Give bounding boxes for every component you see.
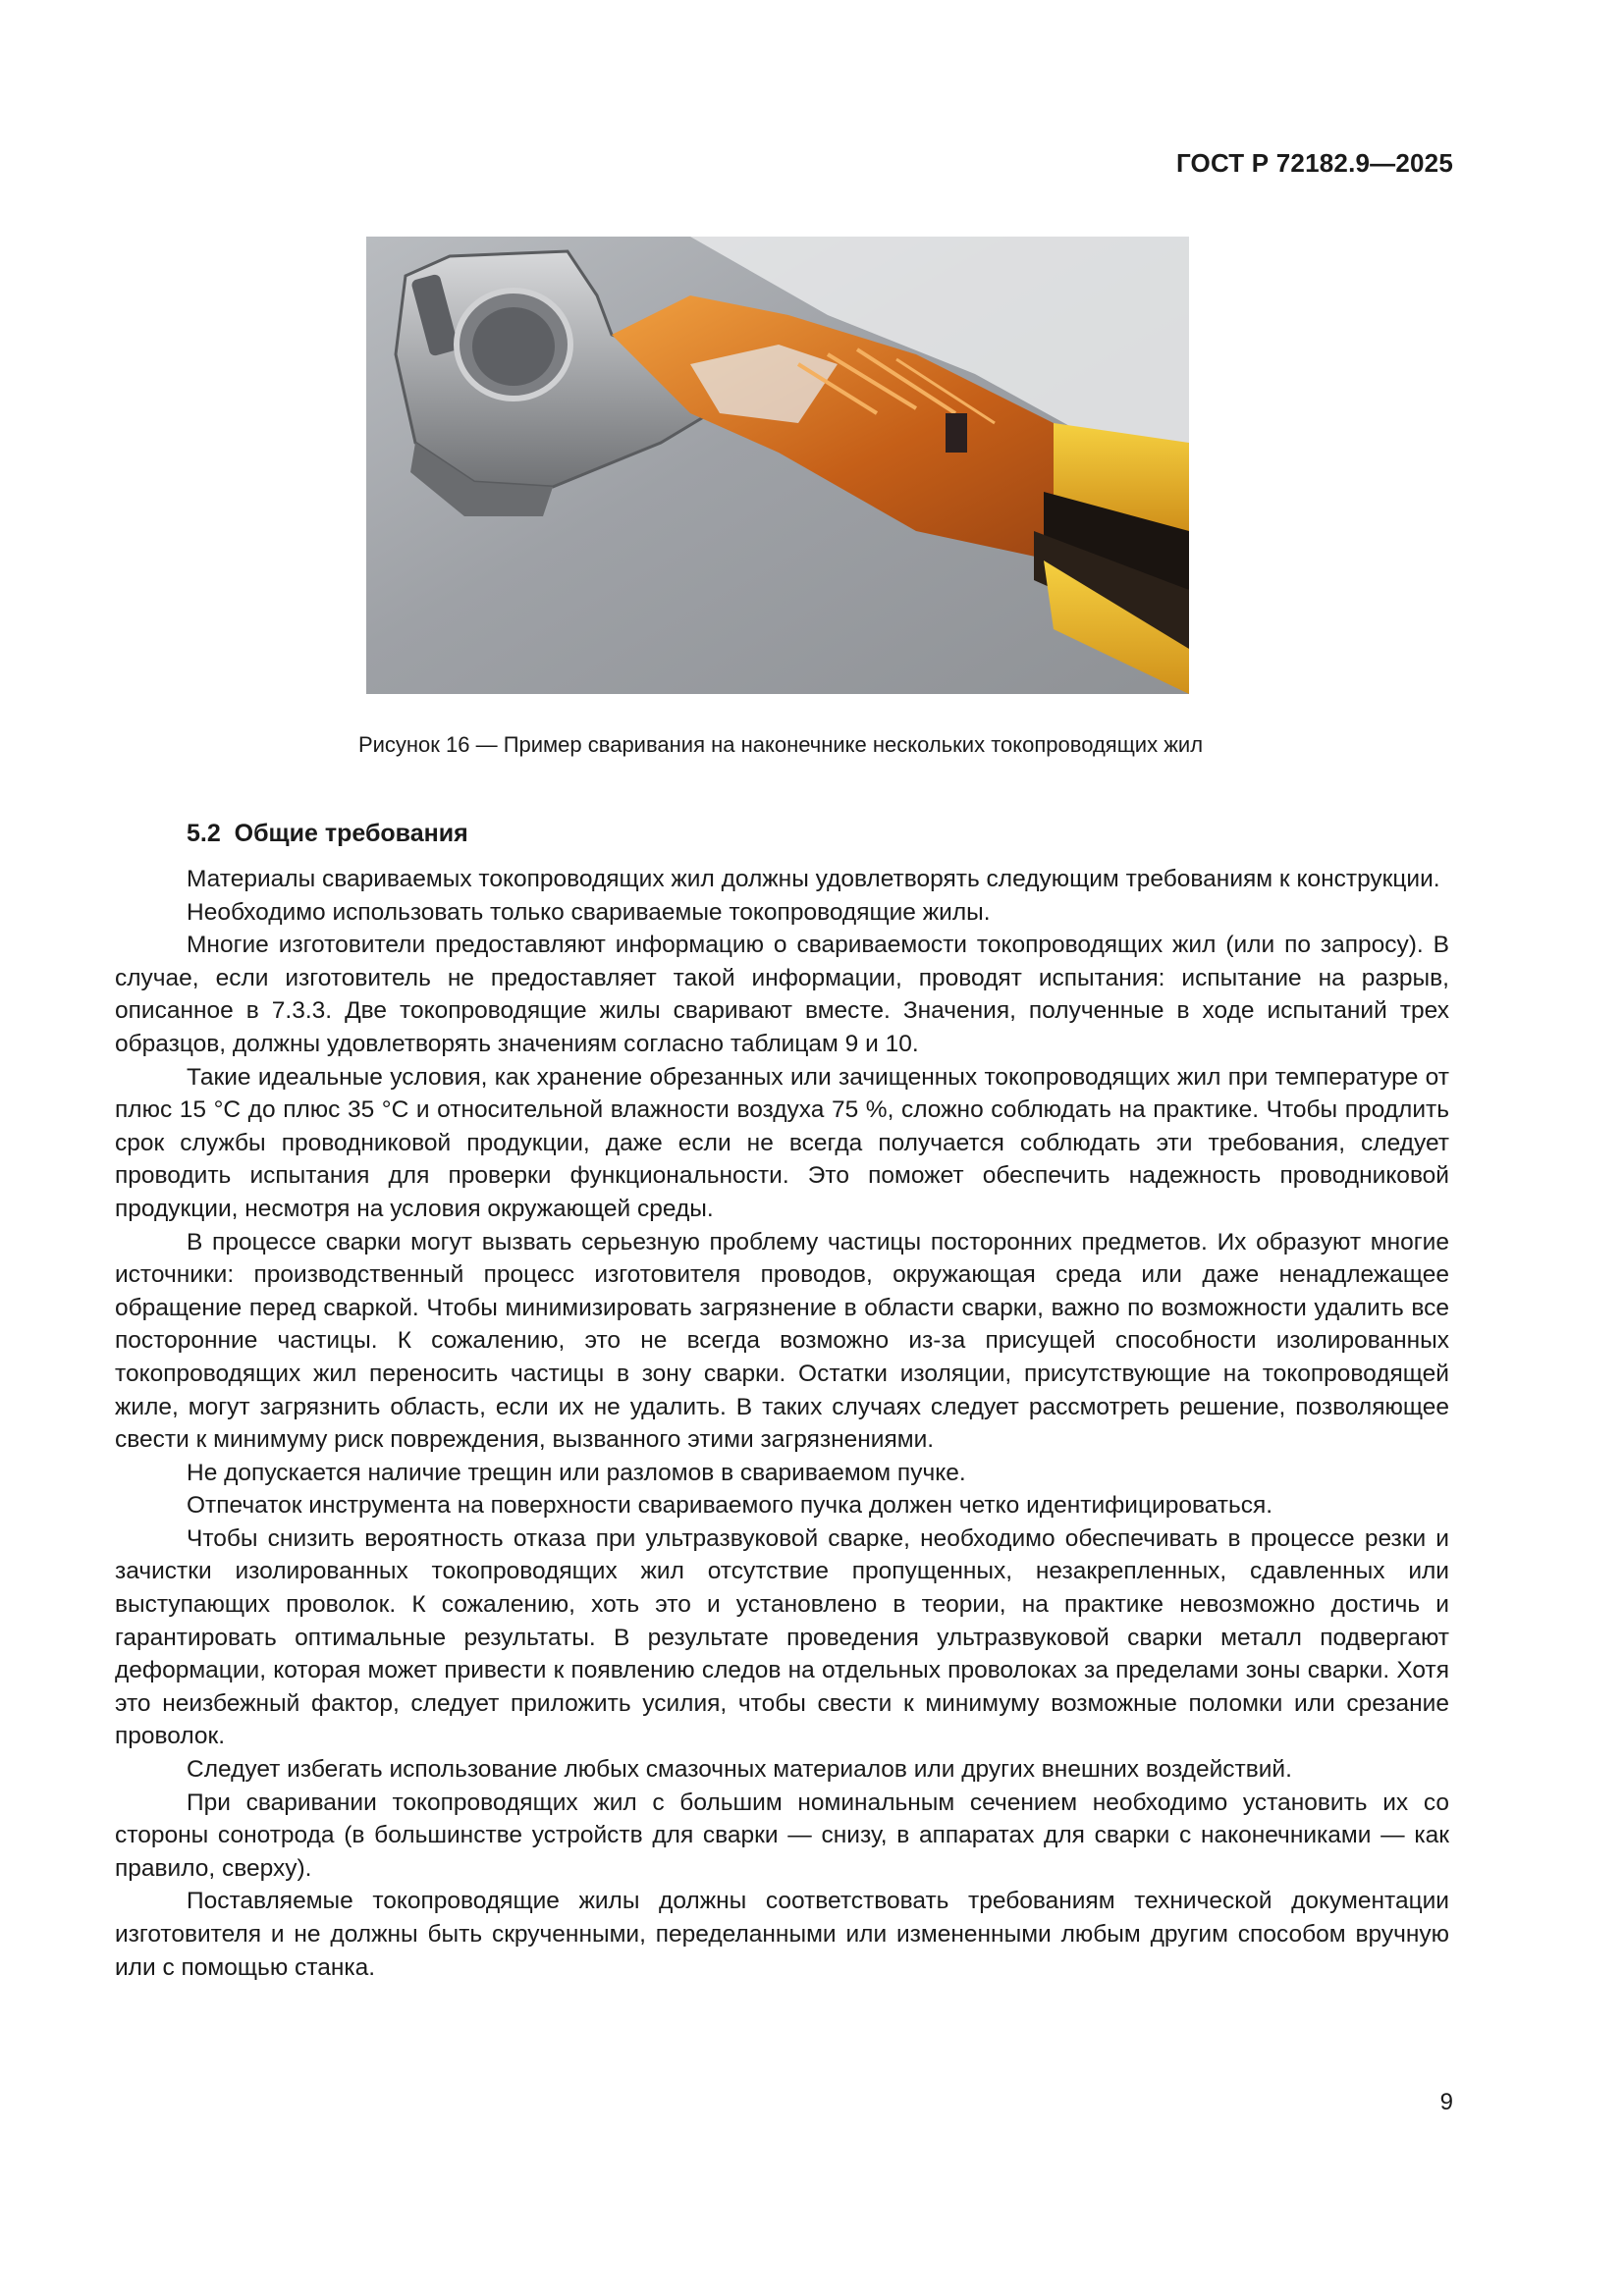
figure-photo	[366, 237, 1189, 694]
paragraph: Многие изготовители предоставляют информацию о свариваемости токопроводящих жил (или по запросу). В случае, если изготовитель не предоставляет такой информации, проводят испытания: испытание на разрыв, описанное в 7.3.3. Две токопроводящие жилы сваривают вместе. Значения, полученные в ходе испытаний трех образцов, должны удовлетворять значениям согласно таблицам 9 и 10.	[115, 932, 1449, 1057]
page-number: 9	[1439, 2089, 1453, 2115]
paragraph: Поставляемые токопроводящие жилы должны соответствовать требованиям технической документации изготовителя и не должны быть скрученными, переделанными или измененными любым другим способом вручную или с помощью станка.	[115, 1888, 1449, 1981]
section-title-text: Общие требования	[234, 820, 468, 847]
paragraph: Материалы свариваемых токопроводящих жил должны удовлетворять следующим требованиям к конструкции.	[187, 866, 1440, 892]
paragraph: Не допускается наличие трещин или разломов в свариваемом пучке.	[187, 1459, 966, 1486]
paragraph: Чтобы снизить вероятность отказа при ультразвуковой сварке, необходимо обеспечивать в процессе резки и зачистки изолированных токопроводящих жил отсутствие пропущенных, незакрепленных, сдавленных или выступающих проволок. К сожалению, хоть это и установлено в теории, на практике невозможно достичь и гарантировать оптимальные результаты. В результате проведения ультразвуковой сварки металл подвергают деформации, которая может привести к появлению следов на отдельных проволоках за пределами зоны сварки. Хотя это неизбежный фактор, следует приложить усилия, чтобы свести к минимуму возможные поломки или срезание проволок.	[115, 1524, 1449, 1750]
document-header: ГОСТ Р 72182.9—2025	[1175, 148, 1453, 178]
paragraph: Необходимо использовать только свариваемые токопроводящие жилы.	[187, 898, 991, 926]
welded-terminal-photo	[366, 237, 1189, 694]
section-number: 5.2	[187, 820, 221, 847]
body-text	[115, 863, 1449, 1984]
paragraph: Отпечаток инструмента на поверхности свариваемого пучка должен четко идентифицироваться.	[187, 1492, 1273, 1520]
paragraph: При сваривании токопроводящих жил с большим номинальным сечением необходимо установить их со стороны сонотрода (в большинстве устройств для сварки — снизу, в аппаратах для сварки с наконечниками — как правило, сверху).	[115, 1789, 1449, 1882]
section-heading	[187, 820, 468, 848]
figure-caption: Рисунок 16 — Пример сваривания на наконечнике нескольких токопроводящих жил	[357, 732, 1204, 757]
paragraph: В процессе сварки могут вызвать серьезную проблему частицы посторонних предметов. Их образуют многие источники: производственный процесс изготовителя проводов, окружающая среда или даже ненадлежащее обращение перед сваркой. Чтобы минимизировать загрязнение в области сварки, важно по возможности удалить все посторонние частицы. К сожалению, это не всегда возможно из-за присущей способности изолированных токопроводящих жил переносить частицы в зону сварки. Остатки изоляции, присутствующие на токопроводящей жиле, могут загрязнить область, если их не удалить. В таких случаях следует рассмотреть решение, позволяющее свести к минимуму риск повреждения, вызванного этими загрязнениями.	[115, 1228, 1449, 1454]
paragraph: Такие идеальные условия, как хранение обрезанных или зачищенных токопроводящих жил при температуре от плюс 15 °С до плюс 35 °С и относительной влажности воздуха 75 %, сложно соблюдать на практике. Чтобы продлить срок службы проводниковой продукции, даже если не всегда получается соблюдать эти требования, следует проводить испытания для проверки функциональности. Это поможет обеспечить надежность проводниковой продукции, несмотря на условия окружающей среды.	[115, 1063, 1449, 1222]
paragraph: Следует избегать использование любых смазочных материалов или других внешних воздействий.	[187, 1756, 1292, 1784]
